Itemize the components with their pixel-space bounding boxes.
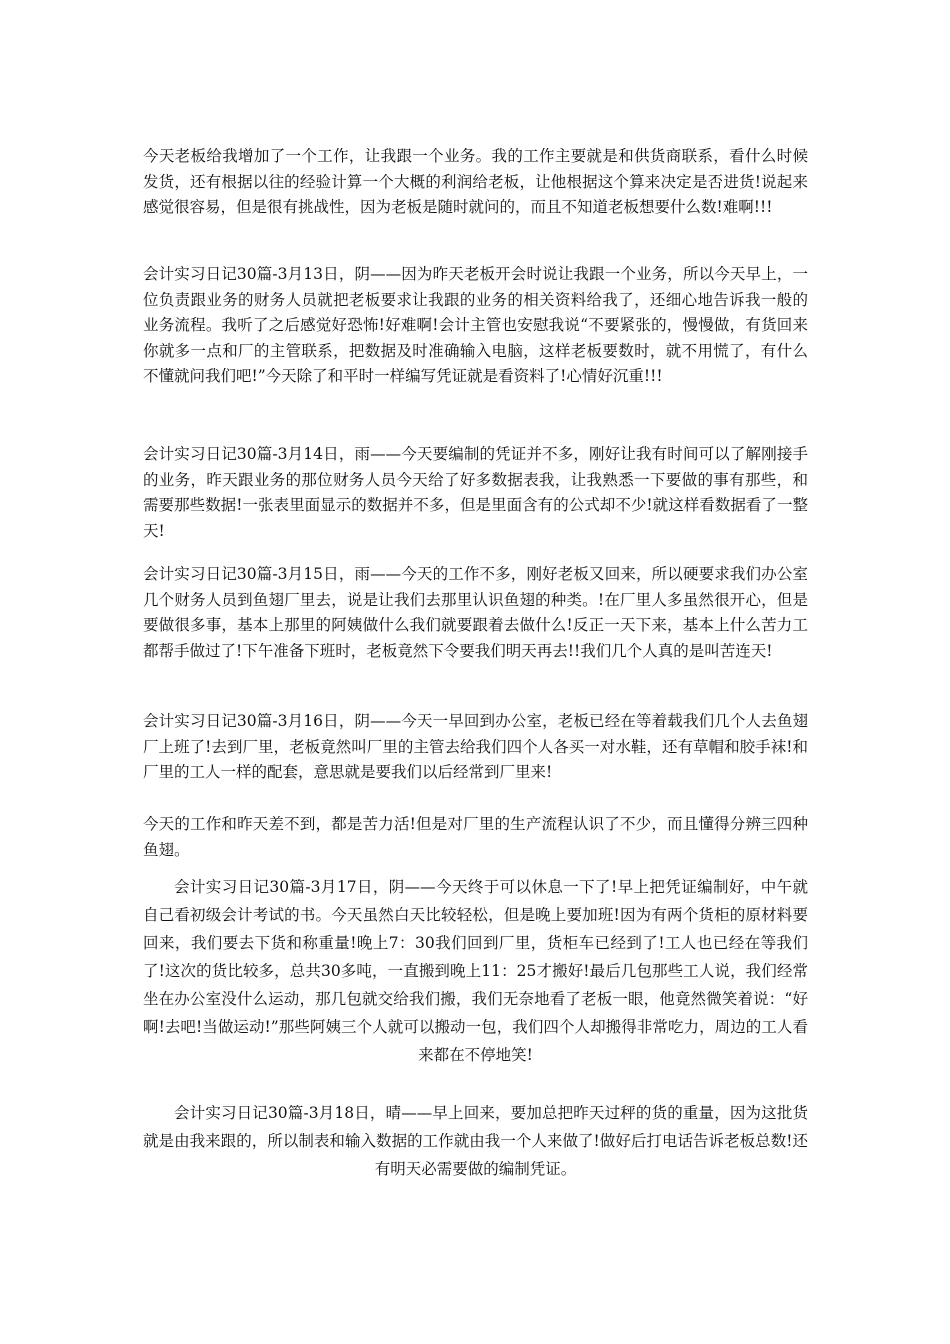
- paragraph-diary-0313: 会计实习日记30篇-3月13日，阴——因为昨天老板开会时说让我跟一个业务，所以今天早上，一位负责跟业务的财务人员就把老板要求让我跟的业务的相关资料给我了，还细心地告诉我一般的业务流程。我听了之后感觉好恐怖!好难啊!会计主管也安慰我说“不要紧张的，慢慢做，有货回来你就多一点和厂的主管联系，把数据及时准确输入电脑，这样老板要数时，就不用慌了，有什么不懂就问我们吧!”今天除了和平时一样编写凭证就是看资料了!心情好沉重!!!: [143, 265, 808, 385]
- paragraph-diary-0316: 会计实习日记30篇-3月16日，阴——今天一早回到办公室，老板已经在等着载我们几个人去鱼翅厂上班了!去到厂里，老板竟然叫厂里的主管去给我们四个人各买一对水鞋，还有草帽和胶手袜!和厂里的工人一样的配套，意思就是要我们以后经常到厂里来!: [143, 712, 808, 781]
- paragraph-intro: 今天老板给我增加了一个工作，让我跟一个业务。我的工作主要就是和供货商联系，看什么时候发货，还有根据以往的经验计算一个大概的利润给老板，让他根据这个算来决定是否进货!说起来感觉很容易，但是很有挑战性，因为老板是随时就问的，而且不知道老板想要什么数!难啊!!!: [143, 147, 808, 216]
- paragraph-diary-0317: 会计实习日记30篇-3月17日，阴——今天终于可以休息一下了!早上把凭证编制好，中午就自己看初级会计考试的书。今天虽然白天比较轻松，但是晚上要加班!因为有两个货柜的原材料要回来，我们要去下货和称重量!晚上7：30我们回到厂里，货柜车已经到了!工人也已经在等我们了!这次的货比较多，总共30多吨，一直搬到晚上11：25才搬好!最后几包那些工人说，我们经常坐在办公室没什么运动，那几包就交给我们搬，我们无奈地看了老板一眼，他竟然微笑着说：“好啊!去吧!当做运动!”那些阿姨三个人就可以搬动一包，我们四个人却搬得非常吃力，周边的工人看来都在不停地笑!: [143, 878, 808, 1064]
- paragraph-diary-0318: 会计实习日记30篇-3月18日，晴——早上回来，要加总把昨天过秤的货的重量，因为这批货就是由我来跟的，所以制表和输入数据的工作就由我一个人来做了!做好后打电话告诉老板总数!还有明天必需要做的编制凭证。: [143, 1104, 808, 1178]
- paragraph-diary-0314: 会计实习日记30篇-3月14日，雨——今天要编制的凭证并不多，刚好让我有时间可以了解刚接手的业务，昨天跟业务的那位财务人员今天给了好多数据表我，让我熟悉一下要做的事有那些，和需要那些数据!一张表里面显示的数据并不多，但是里面含有的公式却不少!就这样看数据看了一整天!: [143, 445, 808, 540]
- paragraph-diary-0315: 会计实习日记30篇-3月15日，雨——今天的工作不多，刚好老板又回来，所以硬要求我们办公室几个财务人员到鱼翅厂里去，说是让我们去那里认识鱼翅的种类。!在厂里人多虽然很开心，但是要做很多事，基本上那里的阿姨做什么我们就要跟着去做什么!反正一天下来，基本上什么苦力工都帮手做过了!下午准备下班时，老板竟然下令要我们明天再去!!我们几个人真的是叫苦连天!: [143, 565, 808, 660]
- paragraph-diary-0316-continued: 今天的工作和昨天差不到，都是苦力活!但是对厂里的生产流程认识了不少，而且懂得分辨三四种鱼翅。: [143, 815, 808, 859]
